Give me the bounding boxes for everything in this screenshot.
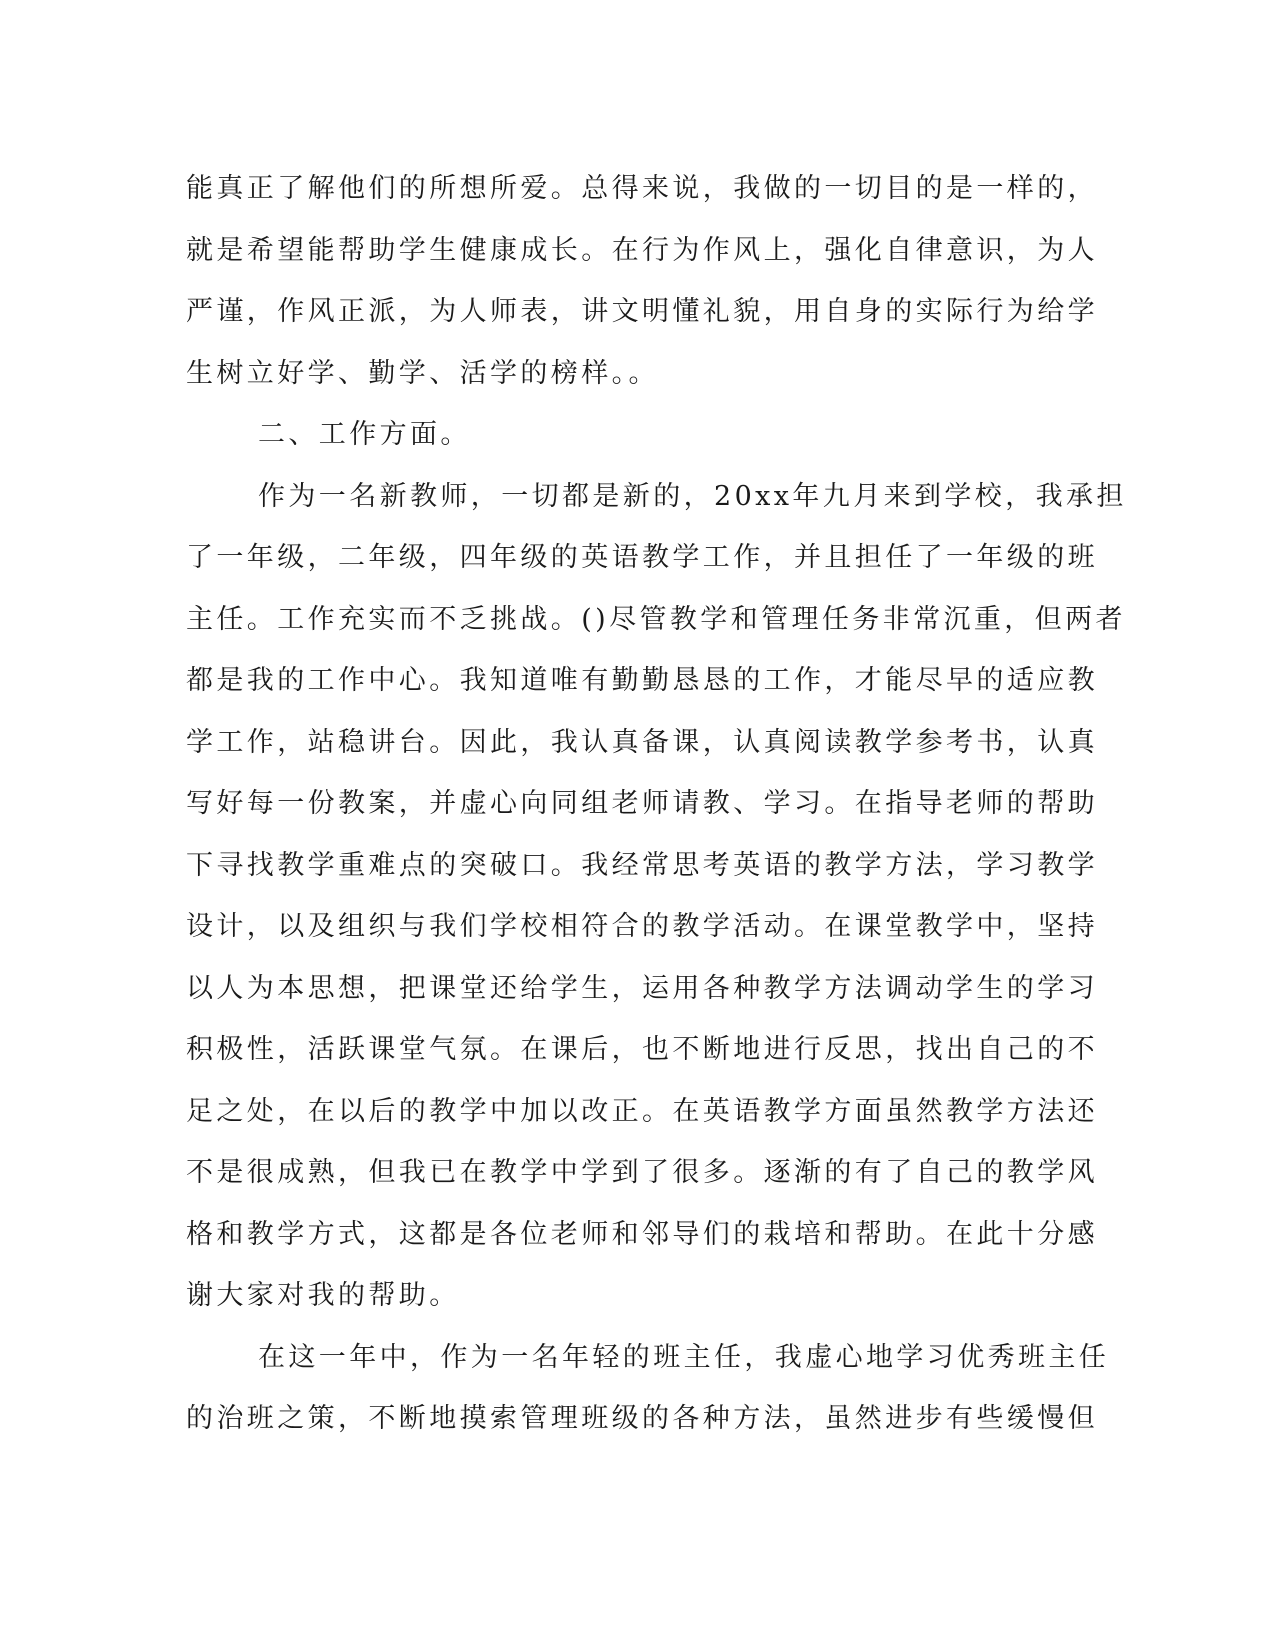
- text-line: 的治班之策，不断地摸索管理班级的各种方法，虽然进步有些缓慢但: [186, 1403, 1098, 1434]
- text-line: 不是很成熟，但我已在教学中学到了很多。逐渐的有了自己的教学风: [186, 1157, 1098, 1188]
- text-line: 都是我的工作中心。我知道唯有勤勤恳恳的工作，才能尽早的适应教: [186, 665, 1098, 696]
- text-line: 格和教学方式，这都是各位老师和邻导们的栽培和帮助。在此十分感: [186, 1218, 1098, 1250]
- text-line: 学工作，站稳讲台。因此，我认真备课，认真阅读教学参考书，认真: [186, 726, 1098, 758]
- text-line: 作为一名新教师，一切都是新的，20xx年九月来到学校，我承担: [258, 480, 1127, 512]
- text-line: 在这一年中，作为一名年轻的班主任，我虚心地学习优秀班主任: [258, 1341, 1110, 1373]
- text-line: 能真正了解他们的所想所爱。总得来说，我做的一切目的是一样的，: [186, 173, 1098, 204]
- text-line: 积极性，活跃课堂气氛。在课后，也不断地进行反思，找出自己的不: [186, 1034, 1098, 1065]
- text-line: 足之处，在以后的教学中加以改正。在英语教学方面虽然教学方法还: [186, 1095, 1098, 1127]
- text-line: 谢大家对我的帮助。: [186, 1280, 460, 1311]
- text-line: 以人为本思想，把课堂还给学生，运用各种教学方法调动学生的学习: [186, 972, 1098, 1004]
- text-line: 生树立好学、勤学、活学的榜样。。: [186, 357, 659, 389]
- text-line: 设计，以及组织与我们学校相符合的教学活动。在课堂教学中，坚持: [186, 911, 1098, 942]
- section-heading: 二、工作方面。: [258, 419, 471, 450]
- text-line: 就是希望能帮助学生健康成长。在行为作风上，强化自律意识，为人: [186, 234, 1098, 266]
- text-line: 下寻找教学重难点的突破口。我经常思考英语的教学方法，学习教学: [186, 849, 1098, 881]
- text-line: 严谨，作风正派，为人师表，讲文明懂礼貌，用自身的实际行为给学: [186, 296, 1098, 327]
- text-line: 主任。工作充实而不乏挑战。()尽管教学和管理任务非常沉重，但两者: [186, 603, 1126, 635]
- document-body: [186, 158, 1127, 1450]
- text-line: 了一年级，二年级，四年级的英语教学工作，并且担任了一年级的班: [186, 542, 1098, 573]
- text-line: 写好每一份教案，并虚心向同组老师请教、学习。在指导老师的帮助: [186, 788, 1098, 819]
